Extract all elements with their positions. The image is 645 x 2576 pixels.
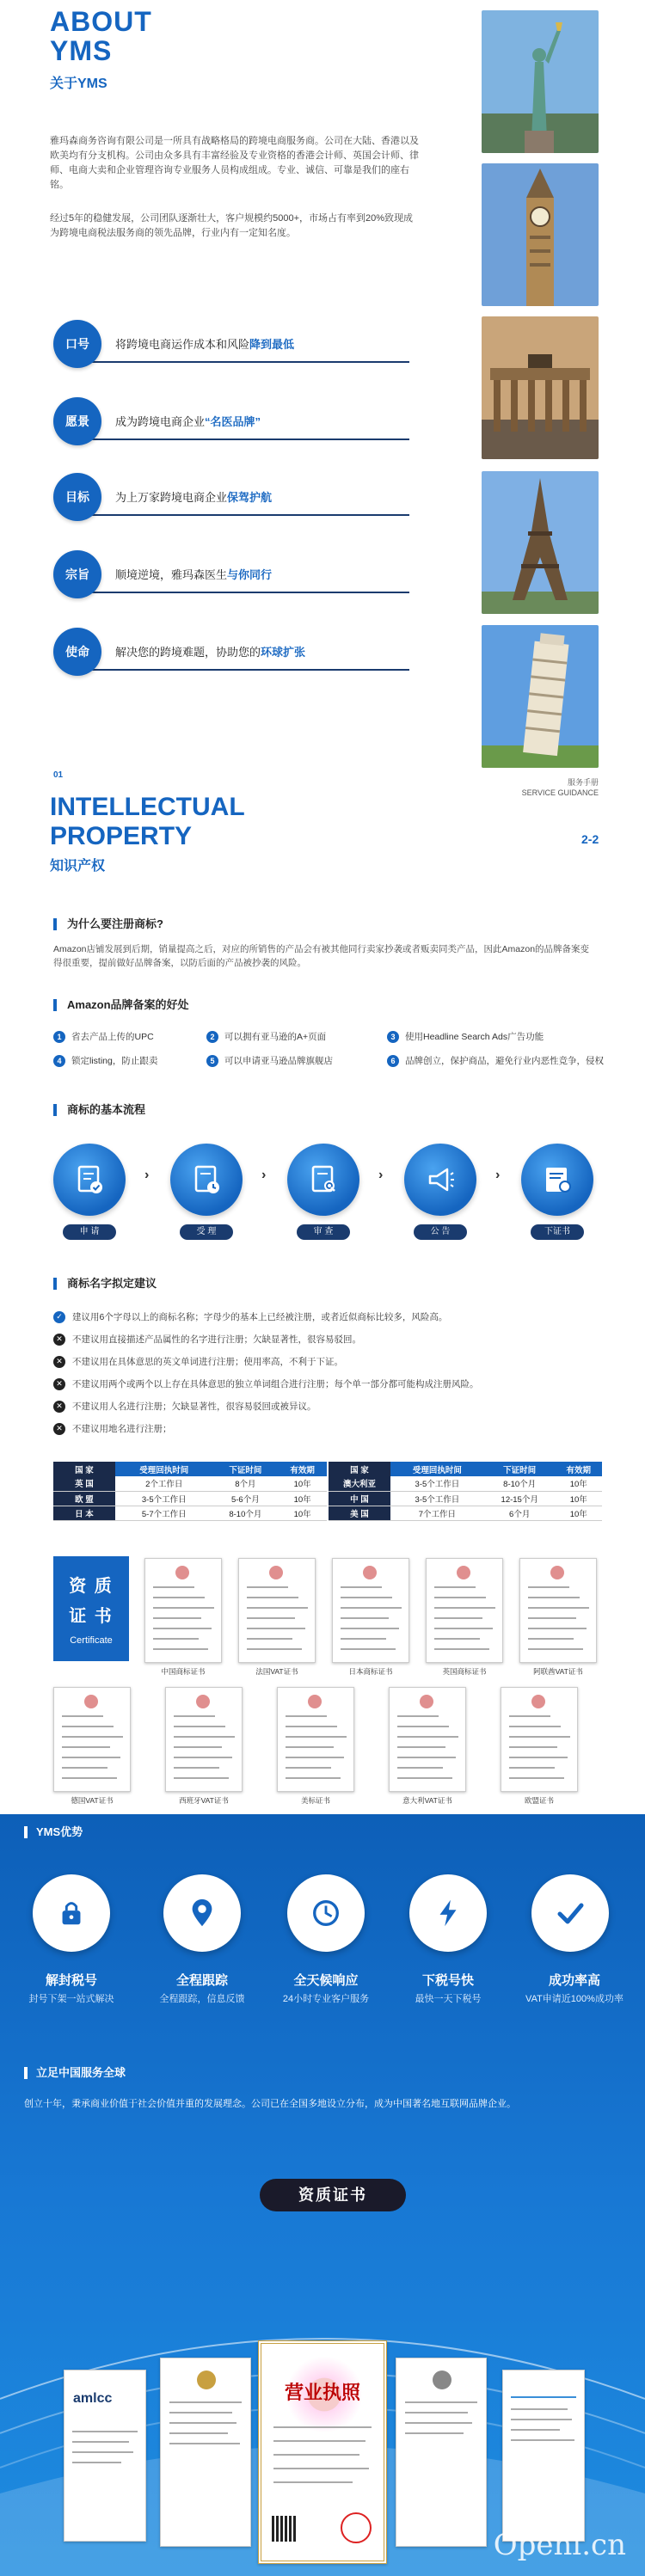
step-label: 审 查: [297, 1224, 350, 1240]
table-row: 澳大利亚 3-5个工作日 8-10个月 10年: [329, 1476, 602, 1491]
certificate-thumbnail: [238, 1558, 316, 1663]
naming-tip: ✕ 不建议用直接描述产品属性的名字进行注册；欠缺显著性，很容易驳回。: [53, 1333, 361, 1346]
advantage-unblock: [33, 1874, 119, 1952]
certificate-thumbnail: [165, 1687, 243, 1792]
chevron-right-icon: ›: [495, 1168, 501, 1182]
value-item-goal: 目标 为上万家跨境电商企业保驾护航: [53, 473, 409, 521]
x-circle-icon: ✕: [53, 1423, 65, 1435]
step-accept: [170, 1144, 243, 1236]
certificate-thumbnail: [426, 1558, 503, 1663]
naming-tip: ✕ 不建议用地名进行注册；: [53, 1422, 172, 1435]
why-heading: 为什么要注册商标?: [53, 918, 163, 930]
certificate-caption: 日本商标证书: [348, 1667, 393, 1676]
location-pin-icon: [163, 1874, 241, 1952]
x-circle-icon: ✕: [53, 1356, 65, 1368]
business-license: 营业执照: [258, 2340, 387, 2564]
advantage-desc: 封号下架一站式解决: [28, 1994, 114, 2004]
advantage-desc: 24小时专业客户服务: [282, 1994, 370, 2004]
certificate-caption: 法国VAT证书: [255, 1667, 298, 1676]
benefit-item: 3 使用Headline Search Ads广告功能: [387, 1030, 544, 1043]
value-item-vision: 愿景 成为跨境电商企业“名医品牌”: [53, 397, 409, 445]
benefit-item: 6 品牌创立，保护商品，避免行业内恶性竞争，侵权: [387, 1054, 604, 1067]
value-tag: 口号: [53, 320, 101, 368]
service-text: 创立十年，秉承商业价值于社会价值并重的发展理念。公司已在全国多地设立分布，成为中国著名地互联网品牌企业。: [24, 2099, 516, 2109]
chevron-right-icon: ›: [378, 1168, 384, 1182]
ip-title: INTELLECTUAL PROPERTY: [50, 793, 245, 850]
certificate-caption: 中国商标证书: [161, 1667, 206, 1676]
megaphone-icon: [404, 1144, 476, 1216]
chevron-right-icon: ›: [261, 1168, 267, 1182]
naming-tip: ✓ 建议用6个字母以上的商标名称；字母少的基本上已经被注册，或者近似商标比较多，风险高。: [53, 1310, 447, 1323]
process-heading: 商标的基本流程: [53, 1104, 145, 1116]
certificate-thumbnail: [389, 1687, 466, 1792]
process-steps: [53, 1144, 604, 1247]
registration-certificate: [396, 2358, 487, 2547]
certificate-caption: 西班牙VAT证书: [179, 1796, 229, 1805]
ip-page-number: 2-2: [581, 832, 599, 846]
step-certificate: [521, 1144, 593, 1236]
service-heading: 立足中国服务全球: [24, 2067, 126, 2079]
certificate-caption: 德国VAT证书: [71, 1796, 114, 1805]
table-row: 美 国 7个工作日 6个月 10年: [329, 1506, 602, 1520]
advantage-title: 成功率高: [548, 1973, 600, 1988]
document-clock-icon: [170, 1144, 243, 1216]
advantage-desc: 最快一天下税号: [415, 1994, 482, 2004]
advantage-title: 解封税号: [45, 1973, 97, 1988]
certificate-thumbnail: [277, 1687, 354, 1792]
registration-certificate: [160, 2358, 251, 2547]
certificate-caption: 阿联酋VAT证书: [533, 1667, 583, 1676]
advantages-heading: YMS优势: [24, 1826, 83, 1838]
vat-certificate: [502, 2370, 585, 2542]
naming-tip: ✕ 不建议用两个或两个以上存在具体意思的独立单词组合进行注册；每个单一部分都可能构成注册风险。: [53, 1377, 479, 1390]
value-tag: 愿景: [53, 397, 101, 445]
advantage-title: 下税号快: [421, 1973, 474, 1988]
lock-icon: [33, 1874, 110, 1952]
certificate-thumbnail: [53, 1687, 131, 1792]
x-circle-icon: ✕: [53, 1334, 65, 1346]
about-paragraph-1: 雅玛森商务咨询有限公司是一所具有战略格局的跨境电商服务商。公司在大陆、香港以及欧美均有分支机构。公司由众多具有丰富经验及专业资格的香港会计师、英国会计师、律师、电商大卖和企业管理咨询专业服务人员构成组成。专业、诚信、可靠是我们的座右铭。: [50, 136, 419, 190]
table-row: 日 本 5-7个工作日 8-10个月 10年: [53, 1506, 327, 1520]
advantage-title: 全天候响应: [293, 1973, 359, 1988]
certificate-caption: 欧盟证书: [524, 1796, 554, 1805]
eiffel-tower-photo: [482, 471, 599, 614]
certificates-title: 资质证书: [260, 2179, 406, 2211]
certificate-badge: 资 质 证 书 Certificate: [53, 1556, 129, 1661]
certificate-icon: [521, 1144, 593, 1216]
advantage-title: 全程跟踪: [175, 1973, 228, 1988]
x-circle-icon: ✕: [53, 1378, 65, 1390]
x-circle-icon: ✕: [53, 1401, 65, 1413]
certificate-thumbnail: [501, 1687, 578, 1792]
registration-table-left: 国 家 受理回执时间 下证时间 有效期 英 国 2个工作日 8个月 10年 欧 盟 3-5个工作日 5-6个月 10年 日 本 5-7个工作日 8-10个月 10年: [53, 1462, 327, 1521]
advantage-success: [531, 1874, 617, 1952]
why-text: Amazon店铺发展到后期，销量提高之后，对应的所销售的产品会有被其他同行卖家抄袭或者贩卖同类产品，因此Amazon的品牌备案变得很重要，提前做好品牌备案，以防后面的产品被抄袭的风险。: [53, 944, 590, 968]
certificate-thumbnail: [332, 1558, 409, 1663]
benefits-heading: Amazon品牌备案的好处: [53, 999, 189, 1011]
benefit-item: 1 省去产品上传的UPC: [53, 1030, 154, 1043]
table-row: 英 国 2个工作日 8个月 10年: [53, 1476, 327, 1491]
value-item-slogan: 口号 将跨境电商运作成本和风险降到最低: [53, 320, 409, 368]
value-tag: 目标: [53, 473, 101, 521]
table-row: 欧 盟 3-5个工作日 5-6个月 10年: [53, 1491, 327, 1506]
step-label: 受 理: [180, 1224, 233, 1240]
brandenburg-gate-photo: [482, 316, 599, 459]
advantage-tracking: [163, 1874, 249, 1952]
ip-subtitle: 知识产权: [50, 859, 106, 874]
naming-tip: ✕ 不建议用在具体意思的英文单词进行注册；使用率高，不利于下证。: [53, 1355, 343, 1368]
advantage-desc: 全程跟踪，信息反馈: [159, 1994, 245, 2004]
watermark: Openl.cn: [493, 2528, 626, 2562]
certificate-caption: 美标证书: [300, 1796, 330, 1805]
step-apply: [53, 1144, 126, 1236]
yms-advantages-section: [0, 1814, 645, 2576]
about-paragraph-2: 经过5年的稳健发展，公司团队逐渐壮大，客户规模约5000+，市场占有率到20%致现成为跨境电商税法服务商的领先品牌，行业内有一定知名度。: [50, 213, 414, 238]
value-tag: 宗旨: [53, 550, 101, 598]
amlcc-certificate: amlcc: [64, 2370, 146, 2542]
naming-heading: 商标名字拟定建议: [53, 1278, 157, 1290]
document-check-icon: [53, 1144, 126, 1216]
page-marker: 01: [53, 770, 64, 780]
about-subtitle: 关于YMS: [50, 77, 108, 91]
step-announce: [404, 1144, 476, 1236]
advantage-desc: VAT申请近100%成功率: [525, 1994, 624, 2004]
step-review: [287, 1144, 359, 1236]
certificate-caption: 意大利VAT证书: [402, 1796, 452, 1805]
step-label: 申 请: [63, 1224, 116, 1240]
check-circle-icon: ✓: [53, 1311, 65, 1323]
lightning-icon: [409, 1874, 487, 1952]
benefits-list: [53, 1030, 604, 1068]
document-search-icon: [287, 1144, 359, 1216]
value-item-mission: 使命 解决您的跨境难题，协助您的环球扩张: [53, 628, 409, 676]
value-item-purpose: 宗旨 顺境逆境，雅玛森医生与你同行: [53, 550, 409, 598]
certificate-thumbnail: [144, 1558, 222, 1663]
step-label: 公 告: [414, 1224, 467, 1240]
value-tag: 使命: [53, 628, 101, 676]
advantage-response: [287, 1874, 373, 1952]
table-row: 中 国 3-5个工作日 12-15个月 10年: [329, 1491, 602, 1506]
certificate-caption: 英国商标证书: [442, 1667, 487, 1676]
service-guidance-caption: 服务手册 SERVICE GUIDANCE: [521, 778, 599, 797]
certificate-thumbnail: [519, 1558, 597, 1663]
clock-icon: [287, 1874, 365, 1952]
big-ben-photo: [482, 163, 599, 306]
benefit-item: 4 锁定listing，防止跟卖: [53, 1054, 157, 1067]
about-title: ABOUT YMS: [50, 6, 152, 66]
benefit-item: 5 可以申请亚马逊品牌旗舰店: [206, 1054, 333, 1067]
advantage-fast: [409, 1874, 495, 1952]
naming-tip: ✕ 不建议用人名进行注册；欠缺显著性，很容易驳回或被异议。: [53, 1400, 316, 1413]
benefit-item: 2 可以拥有亚马逊的A+页面: [206, 1030, 326, 1043]
checkmark-icon: [531, 1874, 609, 1952]
registration-table-right: 国 家 受理回执时间 下证时间 有效期 澳大利亚 3-5个工作日 8-10个月 10年 中 国 3-5个工作日 12-15个月 10年 美 国 7个工作日 6个月 10年: [329, 1462, 602, 1521]
step-label: 下证书: [531, 1224, 584, 1240]
leaning-tower-of-pisa-photo: [482, 625, 599, 768]
chevron-right-icon: ›: [144, 1168, 150, 1182]
statue-of-liberty-photo: [482, 10, 599, 153]
